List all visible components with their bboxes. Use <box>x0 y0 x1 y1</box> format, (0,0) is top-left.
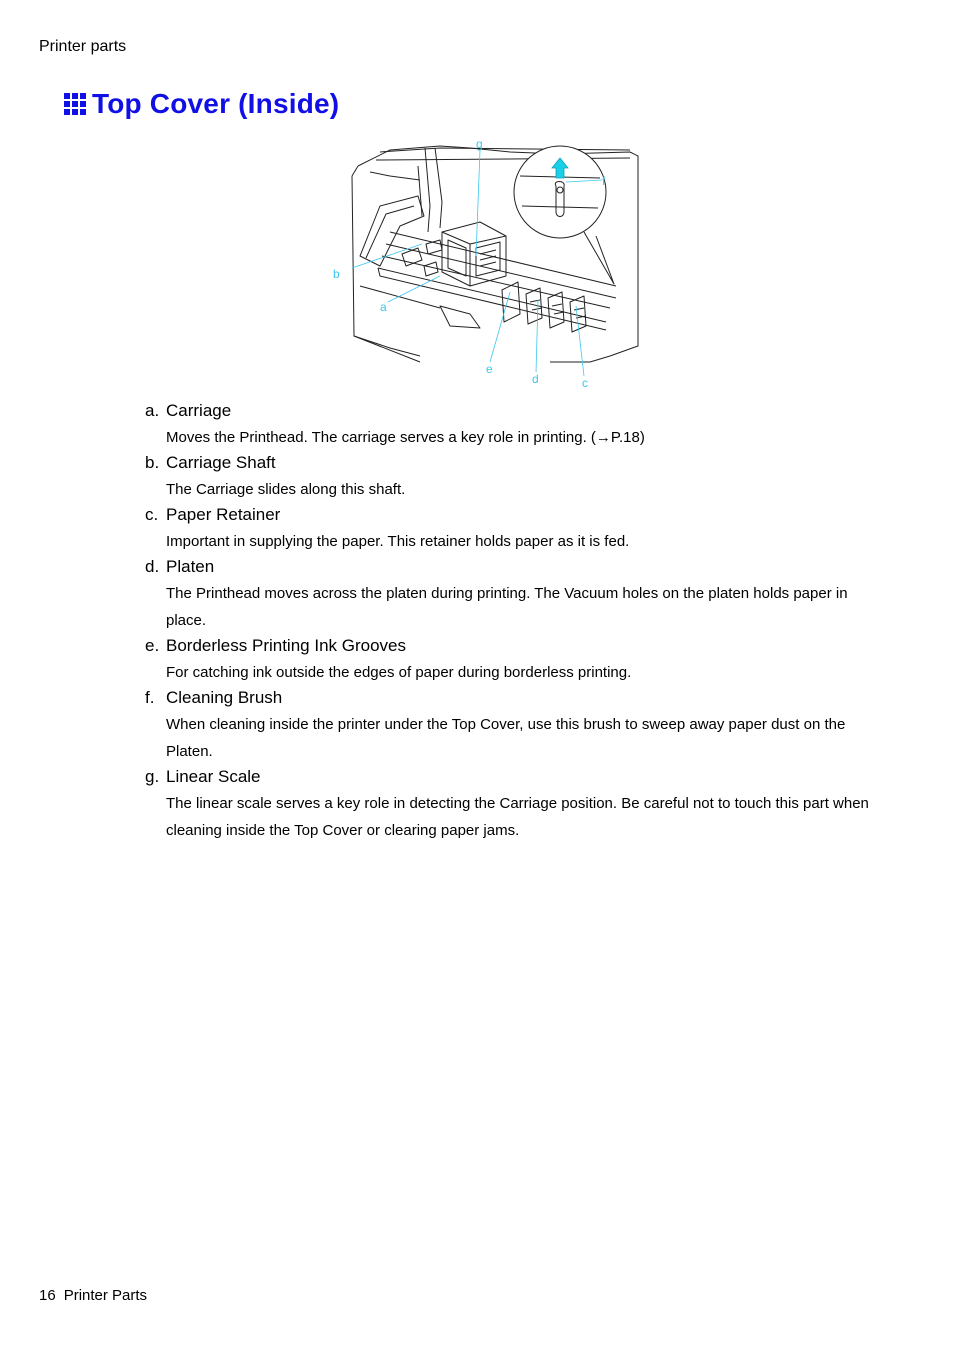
callout-g: g <box>476 137 483 151</box>
grid-icon <box>64 93 87 116</box>
part-letter: b. <box>145 453 160 472</box>
part-item <box>145 555 885 634</box>
part-name: Linear Scale <box>166 767 261 786</box>
part-description: The Carriage slides along this shaft. <box>166 481 406 498</box>
part-item <box>145 634 885 686</box>
part-item <box>145 503 885 555</box>
parts-list <box>145 399 885 844</box>
part-description: The linear scale serves a key role in detecting the Carriage position. Be careful not to touch this part when cleaning inside the Top Cover or clearing paper jams. <box>166 795 869 839</box>
part-item <box>145 451 885 503</box>
part-name: Borderless Printing Ink Grooves <box>166 636 406 655</box>
callout-c: c <box>582 376 588 390</box>
printer-top-cover-illustration <box>330 136 642 392</box>
footer-section: Printer Parts <box>63 1287 148 1304</box>
callout-a: a <box>380 300 387 314</box>
part-letter: c. <box>145 505 159 524</box>
part-name: Platen <box>166 557 215 576</box>
part-name: Paper Retainer <box>166 505 281 524</box>
part-letter: g. <box>145 767 160 786</box>
page-title: Top Cover (Inside) <box>92 88 340 119</box>
part-item <box>145 399 885 451</box>
page-footer <box>39 1287 147 1304</box>
callout-f: f <box>602 174 606 188</box>
part-name: Carriage <box>166 401 232 420</box>
part-letter: f. <box>145 688 155 707</box>
part-item <box>145 765 885 844</box>
part-name: Cleaning Brush <box>166 688 283 707</box>
part-item <box>145 686 885 765</box>
part-letter: a. <box>145 401 160 420</box>
part-description: Important in supplying the paper. This retainer holds paper as it is fed. <box>166 533 630 550</box>
callout-d: d <box>532 372 539 386</box>
part-name: Carriage Shaft <box>166 453 276 472</box>
title-row <box>64 88 339 120</box>
part-description: Moves the Printhead. The carriage serves a key role in printing. (→P.18) <box>166 429 645 446</box>
part-description: For catching ink outside the edges of paper during borderless printing. <box>166 664 632 681</box>
part-letter: e. <box>145 636 160 655</box>
running-header: Printer parts <box>39 38 127 55</box>
callout-b: b <box>333 267 340 281</box>
callout-e: e <box>486 362 493 376</box>
part-description: The Printhead moves across the platen during printing. The Vacuum holes on the platen holds paper in place. <box>166 585 848 629</box>
page-number: 16 <box>39 1287 56 1304</box>
part-description: When cleaning inside the printer under the Top Cover, use this brush to sweep away paper dust on the Platen. <box>166 716 846 760</box>
part-letter: d. <box>145 557 160 576</box>
